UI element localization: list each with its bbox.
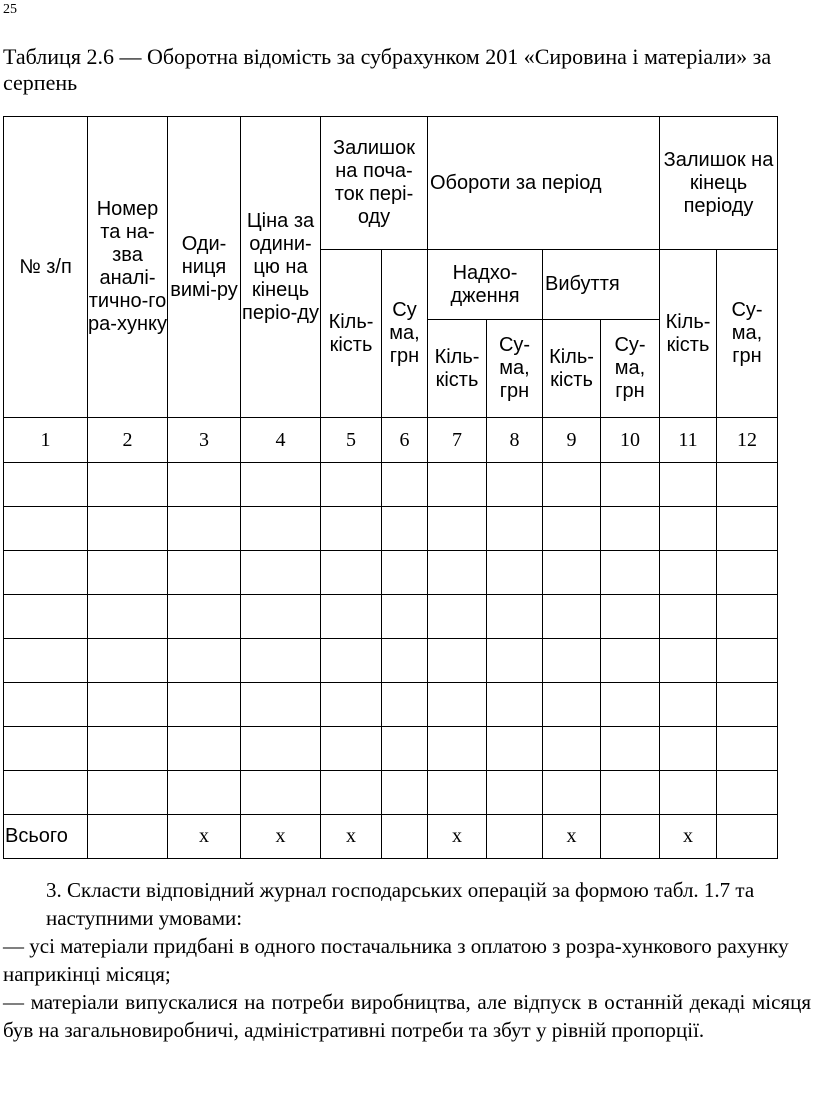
column-number: 12 <box>717 418 778 463</box>
turnover-sheet-table <box>3 116 778 859</box>
header-receipt-qty: Кіль-кість <box>428 320 487 418</box>
table-row <box>4 595 778 639</box>
total-cell <box>717 815 778 859</box>
total-cell: х <box>660 815 717 859</box>
header-opening-qty: Кіль-кість <box>321 250 382 418</box>
header-opening-balance: Залишок на поча-ток пері-оду <box>321 117 428 250</box>
column-number: 5 <box>321 418 382 463</box>
table-caption: Таблиця 2.6 — Оборотна відомість за субрахунком 201 «Сировина і матеріали» за серпень <box>3 44 772 95</box>
header-account-name: Номер та на-зва аналі-тично-го ра-хунку <box>88 117 168 418</box>
header-receipt-sum: Су-ма, грн <box>487 320 543 418</box>
column-number: 9 <box>543 418 601 463</box>
column-number: 4 <box>241 418 321 463</box>
column-number: 2 <box>88 418 168 463</box>
table-row <box>4 551 778 595</box>
column-number-row <box>4 418 778 463</box>
total-cell <box>382 815 428 859</box>
column-number: 6 <box>382 418 428 463</box>
task-item: 3. Скласти відповідний журнал господарських операцій за формою табл. 1.7 та наступними умовами: <box>46 878 755 930</box>
header-receipt: Надхо-дження <box>428 250 543 320</box>
header-disposal-qty: Кіль-кість <box>543 320 601 418</box>
total-cell: х <box>321 815 382 859</box>
total-cell <box>487 815 543 859</box>
header-closing-sum: Су-ма, грн <box>717 250 778 418</box>
total-cell: х <box>543 815 601 859</box>
header-closing-balance: Залишок на кінець періоду <box>660 117 778 250</box>
header-closing-qty: Кіль-кість <box>660 250 717 418</box>
column-number: 1 <box>4 418 88 463</box>
table-row <box>4 639 778 683</box>
total-cell <box>601 815 660 859</box>
total-row <box>4 815 778 859</box>
total-label: Всього <box>4 815 88 859</box>
page-number: 25 <box>3 2 17 17</box>
table-row <box>4 683 778 727</box>
task-description <box>3 876 811 1044</box>
task-bullet: — усі матеріали придбані в одного постачальника з оплатою з розра-хункового рахунку наприкінці місяця; <box>3 934 789 986</box>
header-turnover: Обороти за період <box>428 117 660 250</box>
total-cell: х <box>428 815 487 859</box>
column-number: 7 <box>428 418 487 463</box>
header-opening-sum: Су ма, грн <box>382 250 428 418</box>
header-disposal-sum: Су-ма, грн <box>601 320 660 418</box>
table-row <box>4 727 778 771</box>
table-row <box>4 771 778 815</box>
header-row-number: № з/п <box>4 117 88 418</box>
column-number: 3 <box>168 418 241 463</box>
task-bullet: — матеріали випускалися на потреби виробництва, але відпуск в останній декаді місяця був на загальновиробничі, адміністративні потреби та збут у рівній пропорції. <box>3 990 811 1042</box>
total-cell: х <box>241 815 321 859</box>
column-number: 8 <box>487 418 543 463</box>
header-disposal: Вибуття <box>543 250 660 320</box>
column-number: 10 <box>601 418 660 463</box>
column-number: 11 <box>660 418 717 463</box>
header-unit-price: Ціна за одини-цю на кінець періо-ду <box>241 117 321 418</box>
header-unit: Оди-ниця вимі-ру <box>168 117 241 418</box>
total-cell <box>88 815 168 859</box>
table-row <box>4 463 778 507</box>
table-row <box>4 507 778 551</box>
total-cell: х <box>168 815 241 859</box>
